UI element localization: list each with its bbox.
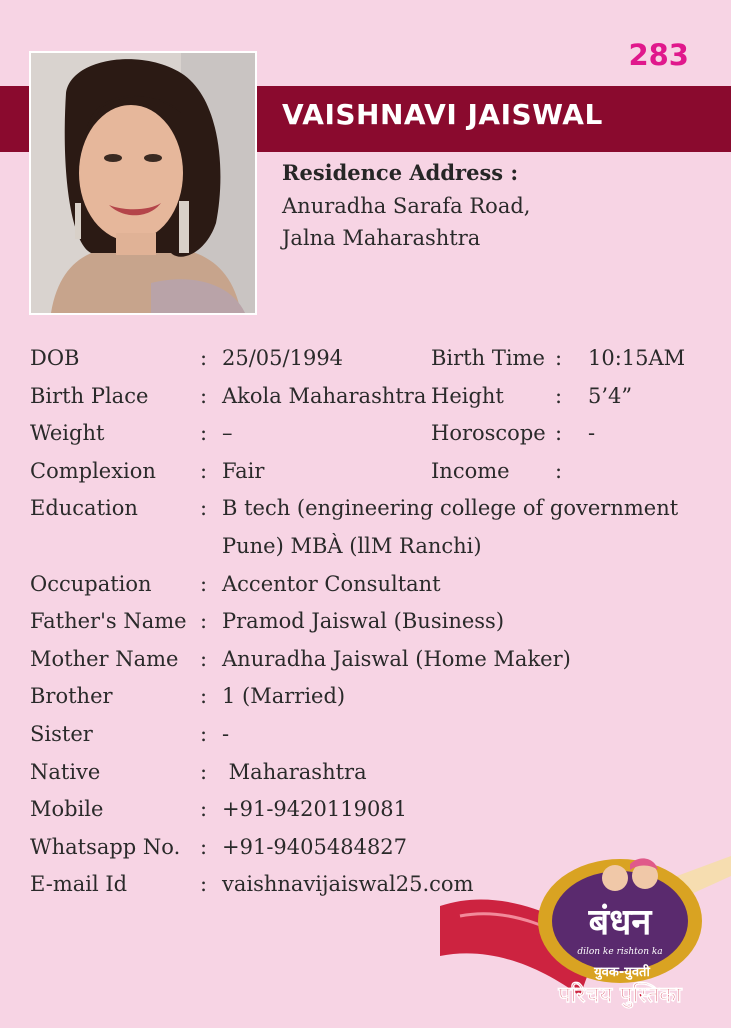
complexion-value: Fair	[222, 458, 265, 483]
colon: :	[555, 421, 563, 446]
colon: :	[200, 721, 208, 746]
logo-sub1: युवक-युवती	[594, 965, 650, 980]
horoscope-label: Horoscope	[431, 421, 546, 446]
colon: :	[555, 458, 563, 483]
logo-sub2: परिचय पुस्तिका	[558, 983, 682, 1008]
colon: :	[200, 496, 208, 521]
mother-value: Anuradha Jaiswal (Home Maker)	[222, 646, 571, 671]
birth-place-label: Birth Place	[30, 383, 149, 408]
native-label: Native	[30, 759, 101, 784]
occupation-value: Accentor Consultant	[222, 571, 441, 596]
complexion-label: Complexion	[30, 458, 156, 483]
height-label: Height	[431, 383, 504, 408]
colon: :	[200, 571, 208, 596]
address-heading: Residence Address :	[282, 160, 519, 185]
mobile-label: Mobile	[30, 797, 104, 822]
occupation-label: Occupation	[30, 571, 152, 596]
sister-value: -	[222, 721, 230, 746]
address-line-1: Anuradha Sarafa Road,	[282, 194, 531, 218]
row-mobile	[30, 791, 710, 829]
row-brother	[30, 678, 710, 716]
father-value: Pramod Jaiswal (Business)	[222, 609, 505, 634]
logo-tagline: dilon ke rishton ka	[577, 947, 663, 957]
colon: :	[200, 383, 208, 408]
row-occupation	[30, 566, 710, 604]
colon: :	[200, 609, 208, 634]
colon: :	[555, 383, 563, 408]
row-education	[30, 490, 710, 565]
logo-brand: बंधन	[588, 902, 652, 943]
sister-label: Sister	[30, 721, 93, 746]
native-value: Maharashtra	[222, 759, 367, 784]
colon: :	[200, 797, 208, 822]
row-dob	[30, 340, 710, 378]
height-value: 5’4”	[588, 383, 633, 408]
mobile-value: +91-9420119081	[222, 797, 408, 822]
colon: :	[200, 458, 208, 483]
colon: :	[200, 421, 208, 446]
father-label: Father's Name	[30, 609, 187, 634]
colon: :	[200, 684, 208, 709]
colon: :	[555, 346, 563, 370]
profile-photo	[29, 51, 257, 315]
colon: :	[200, 872, 208, 897]
horoscope-value: -	[588, 421, 596, 446]
whatsapp-value: +91-9405484827	[222, 834, 408, 859]
email-value: vaishnavijaiswal25.com	[222, 872, 474, 897]
page-number: 283	[628, 38, 689, 72]
colon: :	[200, 834, 208, 859]
details-table	[30, 340, 710, 904]
education-value: B tech (engineering college of government Pune) MBÀ (llM Ranchi)	[222, 496, 679, 558]
email-label: E-mail Id	[30, 872, 128, 897]
colon: :	[200, 346, 208, 370]
colon: :	[200, 759, 208, 784]
row-birth-place	[30, 378, 710, 416]
row-complexion	[30, 453, 710, 491]
dob-label: DOB	[30, 346, 80, 370]
brother-value: 1 (Married)	[222, 684, 346, 709]
address-line-2: Jalna Maharashtra	[282, 226, 481, 250]
birth-time-label: Birth Time	[431, 346, 545, 370]
row-mother	[30, 641, 710, 679]
profile-name: VAISHNAVI JAISWAL	[282, 98, 603, 131]
weight-label: Weight	[30, 421, 105, 446]
brother-label: Brother	[30, 684, 113, 709]
birth-place-value: Akola Maharashtra	[222, 383, 427, 408]
education-label: Education	[30, 496, 138, 521]
row-native	[30, 754, 710, 792]
bandhan-logo	[440, 846, 731, 1024]
dob-value: 25/05/1994	[222, 346, 344, 370]
weight-value: –	[222, 421, 233, 446]
income-label: Income	[431, 458, 510, 483]
row-father	[30, 603, 710, 641]
whatsapp-label: Whatsapp No.	[30, 834, 181, 859]
row-weight	[30, 415, 710, 453]
mother-label: Mother Name	[30, 646, 179, 671]
colon: :	[200, 646, 208, 671]
row-sister	[30, 716, 710, 754]
birth-time-value: 10:15AM	[588, 346, 686, 370]
